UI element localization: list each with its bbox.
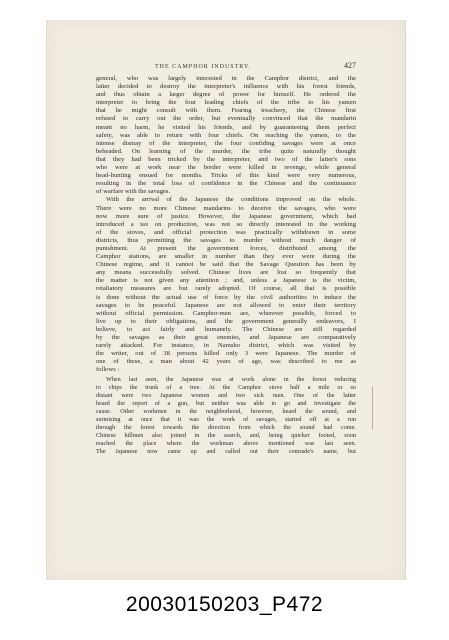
text-line: follows : <box>96 366 120 374</box>
body-text <box>96 75 356 456</box>
quoted-account <box>96 376 356 455</box>
text-line: punishment. At present the government forces, distributed among the <box>96 244 356 252</box>
image-caption: 20030150203_P472 <box>125 593 324 616</box>
text-line: intense dismay of the interpreter, the four confiding savages were at once <box>96 139 356 147</box>
text-line: the matter is not given any attention ; and, unless a Japanese is the victim, <box>96 277 356 285</box>
text-line: Chinese regime, and it cannot be said that the Savage Question has been by <box>96 261 356 269</box>
text-line: general, who was largely interested in the Camphor district, and the <box>96 75 356 82</box>
text-line: now more sure of justice. However, the Japanese government, which had <box>96 212 356 220</box>
text-line: live up to their obligations, and the government generally endeavors, I <box>96 317 356 325</box>
text-line: latter decided to destroy the interpreter's influence with his forest friends, <box>96 83 356 91</box>
text-line: rarely attacked. For instance, in Namsho district, which was visited by <box>96 342 356 350</box>
text-line: There were no more Chinese mandarins to deceive the savages, who were <box>96 204 356 212</box>
text-line: any means successfully solved. Chinese lives are lost so frequently that <box>96 269 356 277</box>
text-line: the writer, out of 38 persons killed only 3 were Japanese. The murder of <box>96 350 356 358</box>
text-line: savages to be peaceful. Japanese are not allowed to enter their territory <box>96 301 356 309</box>
page-number: 427 <box>344 61 356 70</box>
text-line: of the stoves, and official protection was practically withdrawn in some <box>96 228 356 236</box>
text-line: to chips the trunk of a tree. At the Camphor stove half a mile or so <box>96 384 356 392</box>
text-line: Chinese hillmen also joined in the search, and, being quicker footed, soon <box>96 431 356 439</box>
text-line: safety, was able to return with four chiefs. On reaching the yamen, to the <box>96 131 356 139</box>
text-line: With the arrival of the Japanese the conditions improved on the whole. <box>106 196 356 204</box>
text-line: head-hunting ensued for months. Tricks of this kind were very numerous, <box>96 172 356 180</box>
text-line: retaliatory measures are but rarely adopted. Of course, all that is possible <box>96 285 356 293</box>
text-line: is done without the actual use of force by the civil authorities to induce the <box>96 293 356 301</box>
text-line: beheaded. On learning of the murder, the tribe quite naturally thought <box>96 147 356 155</box>
text-line: introduced a tax on production, was not so directly interested in the working <box>96 220 356 228</box>
margin-mark <box>372 386 373 430</box>
text-line: heard the report of a gun, but neither was able to go and investigate the <box>96 400 356 408</box>
running-head <box>50 62 356 72</box>
text-line: distant were two Japanese women and two sick men. One of the latter <box>96 392 356 400</box>
text-line: interpreter to bring the four leading chiefs of the tribe to his yamen <box>96 99 356 107</box>
running-title: THE CAMPHOR INDUSTRY. <box>154 64 252 70</box>
text-line: cause. Other workmen in the neighborhood, however, heard the sound, and <box>96 408 356 416</box>
text-line: of warfare with the savages. <box>96 188 171 196</box>
text-line: through the forest towards the direction from which the sound had come. <box>96 423 356 431</box>
text-line: that they had been tricked by the interpreter, and two of the latter's sons <box>96 155 356 163</box>
text-line: The Japanese now came up and called out their comrade's name, but <box>96 447 356 455</box>
text-line: meant no harm, he visited his friends, and by guaranteeing them perfect <box>96 123 356 131</box>
text-line: that he might consult with them. Fearing treachery, the Chinese first <box>96 107 356 115</box>
text-line: reached the place where the workman above mentioned was last seen. <box>96 439 356 447</box>
text-line: who were at work near the border were killed in revenge, while general <box>96 164 356 172</box>
text-line: Camphor stations, are smaller in number than they ever were during the <box>96 253 356 261</box>
text-line: surmising at once that it was the work of savages, started off at a run <box>96 416 356 423</box>
text-line: without official permission. Camphor-men are, wherever possible, forced to <box>96 309 356 317</box>
text-line: When last seen, the Japanese was at work alone in the forest reducing <box>106 376 356 384</box>
main-paragraphs <box>96 75 356 374</box>
text-line: resulting in the total loss of confidence in the Chinese and the continuance <box>96 180 356 188</box>
text-line: districts, thus permitting the savages to murder without much danger of <box>96 236 356 244</box>
text-line: refused to carry out the order, but eventually convinced that the mandarin <box>96 115 356 123</box>
text-line: by the savages as their great enemies, and Japanese are comparatively <box>96 334 356 341</box>
text-line: one of these, a man about 42 years of age, was described to me as <box>96 358 356 366</box>
text-line: and thus obtain a larger degree of power for himself. He ordered the <box>96 91 356 99</box>
text-line: believe, to act fairly and humanely. The Chinese are still regarded <box>96 325 356 333</box>
